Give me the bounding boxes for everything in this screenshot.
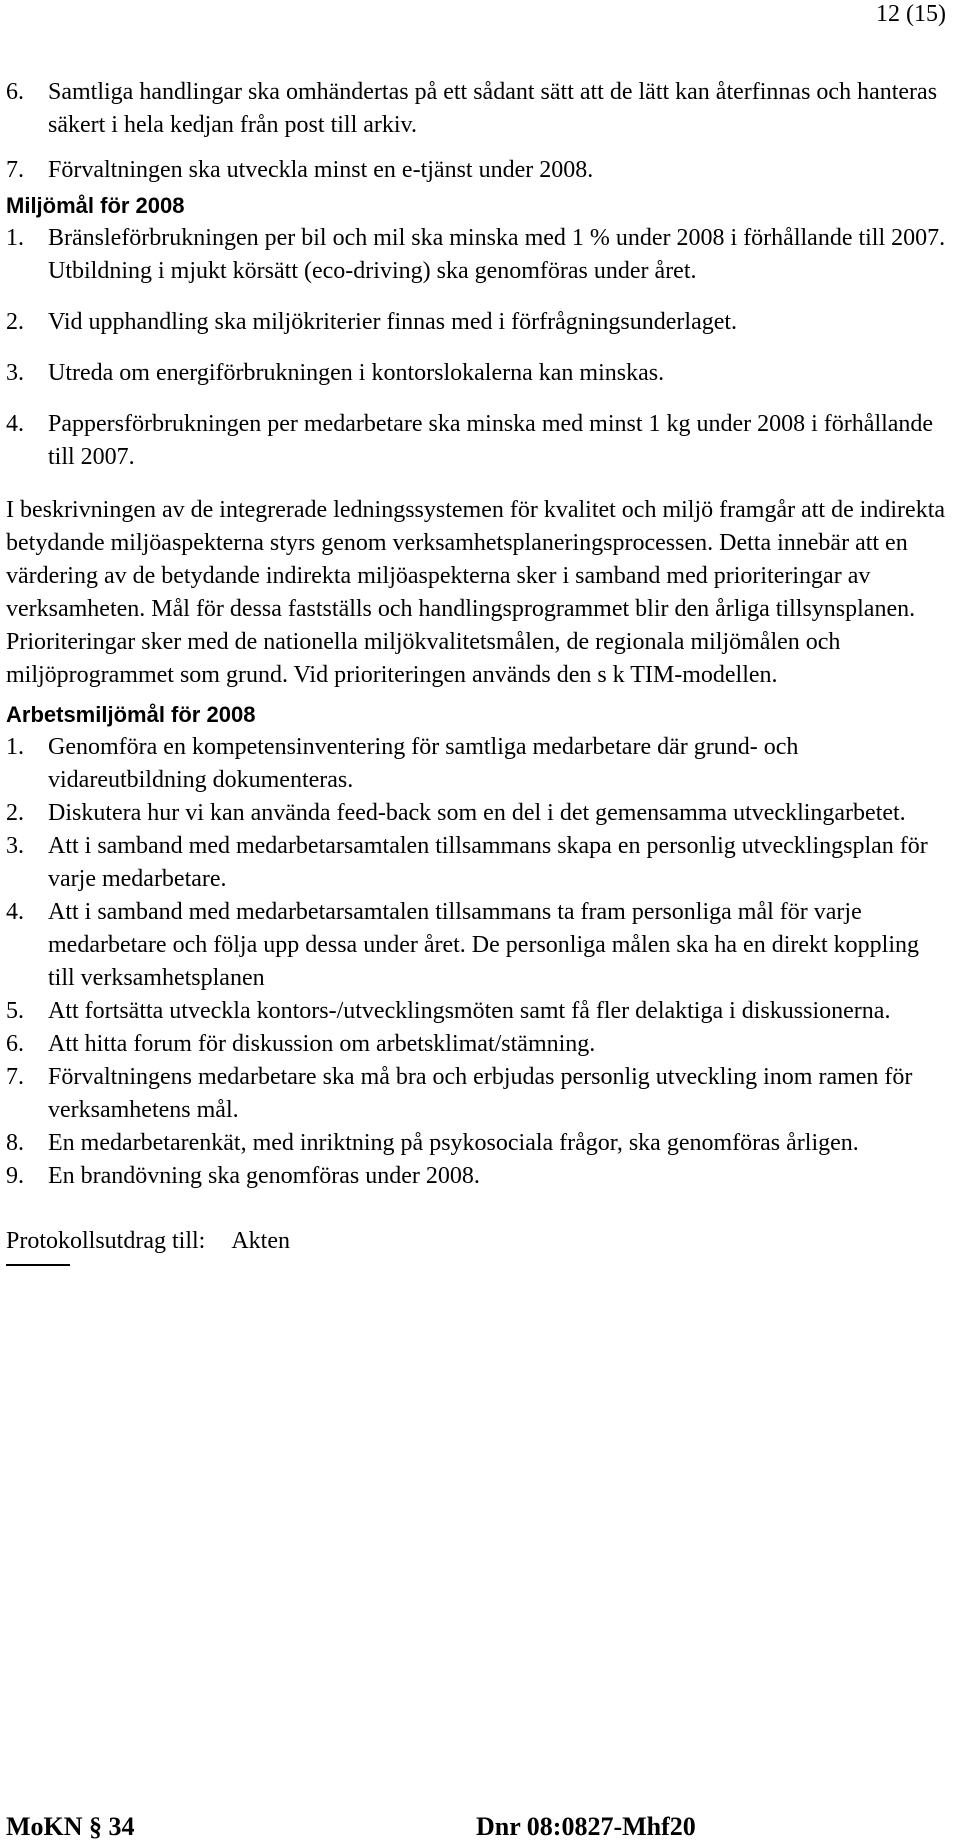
list-item-text: Genomföra en kompetensinventering för samtliga medarbetare där grund- och vidareutbildning dokumenteras. xyxy=(48,734,799,793)
footer-diary-number: Dnr 08:0827-Mhf20 xyxy=(476,1812,696,1841)
list-item xyxy=(0,896,960,995)
protokollsutdrag xyxy=(0,1225,960,1258)
list-item-number: 8. xyxy=(6,1130,24,1156)
footer-paragraph-ref: MoKN § 34 xyxy=(6,1812,135,1841)
list-item-text: Diskutera hur vi kan använda feed-back som en del i det gemensamma utvecklingarbetet. xyxy=(48,800,906,826)
list-item-number: 2. xyxy=(6,800,24,826)
list-item-number: 6. xyxy=(6,79,24,105)
list-item-text: Förvaltningen ska utveckla minst en e-tjänst under 2008. xyxy=(48,157,594,183)
list-item-number: 9. xyxy=(6,1163,24,1189)
list-item-text: En medarbetarenkät, med inriktning på psykosociala frågor, ska genomföras årligen. xyxy=(48,1130,859,1156)
list-item xyxy=(0,830,960,896)
section-heading-arbetsmiljomal: Arbetsmiljömål för 2008 xyxy=(6,702,256,727)
protokollsutdrag-label: Protokollsutdrag till: xyxy=(6,1228,206,1254)
list-item xyxy=(0,222,960,288)
list-item xyxy=(0,408,960,474)
list-item-number: 7. xyxy=(6,1064,24,1090)
list-item-text: Vid upphandling ska miljökriterier finnas med i förfrågningsunderlaget. xyxy=(48,309,738,335)
list-item-text: En brandövning ska genomföras under 2008. xyxy=(48,1163,480,1189)
list-item-number: 4. xyxy=(6,411,24,437)
list-item-number: 1. xyxy=(6,225,24,251)
list-item xyxy=(0,1160,960,1193)
list-item-text: Bränsleförbrukningen per bil och mil ska minska med 1 % under 2008 i förhållande till 2007. Utbildning i mjukt körsätt (eco-driving) ska genomföras under året. xyxy=(48,225,946,284)
list-item-number: 7. xyxy=(6,157,24,183)
list-item-text: Att fortsätta utveckla kontors-/utvecklingsmöten samt få fler delaktiga i diskussionerna. xyxy=(48,998,891,1024)
protokollsutdrag-value: Akten xyxy=(231,1228,290,1254)
list-item xyxy=(0,1028,960,1061)
list-item xyxy=(0,154,960,187)
list-item-text: Att hitta forum för diskussion om arbetsklimat/stämning. xyxy=(48,1031,596,1057)
list-item-text: Att i samband med medarbetarsamtalen tillsammans ta fram personliga mål för varje medarbetare och följa upp dessa under året. De personliga målen ska ha en direkt koppling till verksamhetsplanen xyxy=(48,899,920,991)
miljo-paragraph: I beskrivningen av de integrerade ledningssystemen för kvalitet och miljö framgår att de indirekta betydande miljöaspekterna styrs genom verksamhetsplaneringsprocessen. Detta innebär att en värdering av de betydande indirekta miljöaspekterna sker i samband med prioriteringar av verksamheten. Mål för dessa fastställs och handlingsprogrammet blir den årliga tillsynsplanen. Prioriteringar sker med de nationella miljökvalitetsmålen, de regionala miljömålen och miljöprogrammet som grund. Vid prioriteringen används den s k TIM-modellen. xyxy=(6,497,946,688)
list-item-text: Att i samband med medarbetarsamtalen tillsammans skapa en personlig utvecklingsplan för varje medarbetare. xyxy=(48,833,928,892)
list-item-number: 1. xyxy=(6,734,24,760)
list-item xyxy=(0,1127,960,1160)
list-item-number: 2. xyxy=(6,309,24,335)
list-item xyxy=(0,731,960,797)
list-item-number: 6. xyxy=(6,1031,24,1057)
document-body xyxy=(0,76,960,1266)
divider-line xyxy=(6,1264,70,1266)
list-item xyxy=(0,76,960,142)
list-item-text: Utreda om energiförbrukningen i kontorslokalerna kan minskas. xyxy=(48,360,665,386)
list-item xyxy=(0,306,960,339)
list-item-number: 3. xyxy=(6,360,24,386)
section-heading-miljomal: Miljömål för 2008 xyxy=(6,193,185,218)
list-item-text: Samtliga handlingar ska omhändertas på ett sådant sätt att de lätt kan återfinnas och hanteras säkert i hela kedjan från post till arkiv. xyxy=(48,79,938,138)
list-item-number: 3. xyxy=(6,833,24,859)
page-number: 12 (15) xyxy=(876,1,946,27)
list-item xyxy=(0,797,960,830)
list-item-text: Pappersförbrukningen per medarbetare ska minska med minst 1 kg under 2008 i förhållande till 2007. xyxy=(48,411,934,470)
page-footer xyxy=(0,1811,960,1843)
list-item xyxy=(0,357,960,390)
list-item-number: 5. xyxy=(6,998,24,1024)
list-item-number: 4. xyxy=(6,899,24,925)
list-item xyxy=(0,995,960,1028)
list-item xyxy=(0,1061,960,1127)
list-item-text: Förvaltningens medarbetare ska må bra och erbjudas personlig utveckling inom ramen för verksamhetens mål. xyxy=(48,1064,913,1123)
